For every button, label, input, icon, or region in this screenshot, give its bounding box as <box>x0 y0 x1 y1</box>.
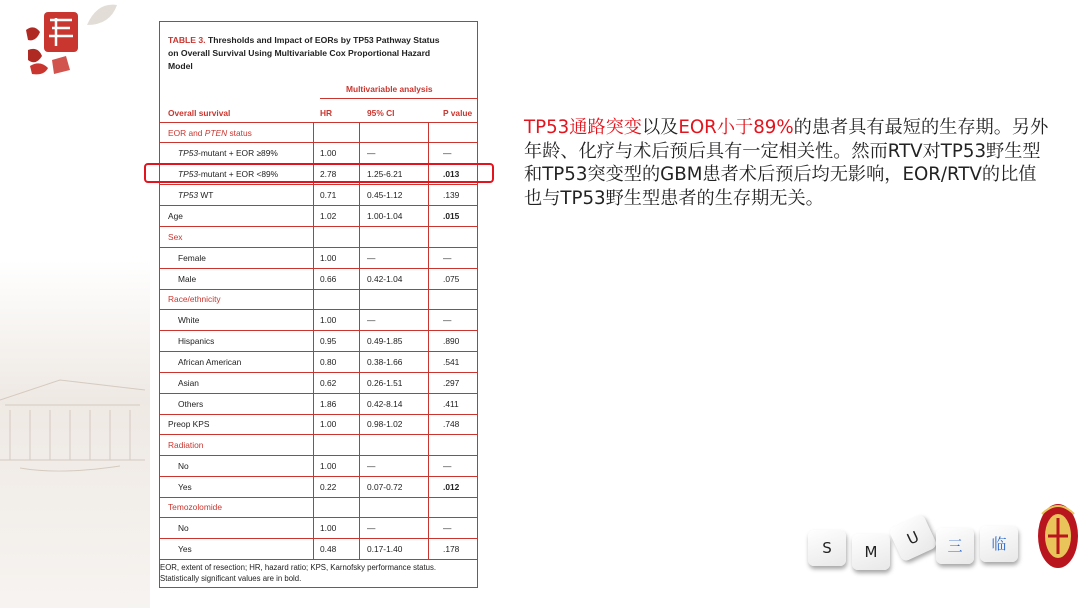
table-title-line3: Model <box>168 61 193 71</box>
summary-text-part1: 以及 <box>641 117 679 138</box>
table-title-line2: on Overall Survival Using Multivariable Cox Proportional Hazard <box>168 48 431 58</box>
row-name: Male <box>178 274 197 284</box>
key-m: M <box>852 534 890 570</box>
row-p: .012 <box>443 482 460 492</box>
row-hr: 1.00 <box>320 419 337 429</box>
row-name: Yes <box>178 482 192 492</box>
leaf-decoration <box>82 0 122 30</box>
table-row <box>160 373 477 393</box>
row-hr: 0.22 <box>320 482 337 492</box>
highlight-box <box>144 163 494 183</box>
row-ci: 0.45-1.12 <box>367 190 403 200</box>
column-rule <box>428 122 429 559</box>
row-ci: 0.26-1.51 <box>367 378 403 388</box>
row-ci: 0.38-1.66 <box>367 357 403 367</box>
row-name: No <box>178 461 189 471</box>
row-name: Hispanics <box>178 336 215 346</box>
row-hr: 1.00 <box>320 523 337 533</box>
table-row <box>160 143 477 163</box>
row-p: — <box>443 461 452 471</box>
column-rule <box>313 122 314 559</box>
row-ci: 0.42-8.14 <box>367 399 403 409</box>
table-row <box>160 394 477 414</box>
row-p: .178 <box>443 544 460 554</box>
row-ci: 1.00-1.04 <box>367 211 403 221</box>
row-ci: 0.07-0.72 <box>367 482 403 492</box>
table-row <box>160 477 477 497</box>
table-row <box>160 269 477 289</box>
table-title <box>168 34 468 73</box>
row-name: Age <box>168 211 183 221</box>
summary-text-part2: 的患者具有最短的生存期。另外年龄、化疗与术后预后具有一定相关性。然而RTV对TP53野生型和TP53突变型的GBM患者术后预后均无影响，EOR/RTV的比值也与TP53野生型患者的生存期无关。 <box>524 117 1049 209</box>
survival-table <box>159 21 478 588</box>
row-hr: 0.62 <box>320 378 337 388</box>
building-sketch-graphic <box>0 360 145 480</box>
row-hr: 0.66 <box>320 274 337 284</box>
table-label: TABLE 3. <box>168 35 206 45</box>
row-hr: 0.48 <box>320 544 337 554</box>
table-row <box>160 206 477 226</box>
row-name: TP53-mutant + EOR <89% <box>178 169 279 179</box>
row-p: — <box>443 253 452 263</box>
row-hr: 1.00 <box>320 315 337 325</box>
section-label-tmz: Temozolomide <box>168 502 222 512</box>
row-ci: 0.49-1.85 <box>367 336 403 346</box>
summary-highlight-tp53: TP53通路突变 <box>524 117 642 138</box>
row-ci: 0.42-1.04 <box>367 274 403 284</box>
row-p: — <box>443 523 452 533</box>
key-s: S <box>808 530 846 566</box>
row-ci: — <box>367 148 376 158</box>
group-header: Multivariable analysis <box>346 84 433 94</box>
row-name: TP53-mutant + EOR ≥89% <box>178 148 278 158</box>
summary-highlight-eor: EOR小于89% <box>678 117 794 138</box>
section-label-race: Race/ethnicity <box>168 294 221 304</box>
row-p: — <box>443 148 452 158</box>
table-row <box>160 310 477 330</box>
table-row <box>160 518 477 538</box>
row-name: Female <box>178 253 206 263</box>
row-hr: 1.00 <box>320 148 337 158</box>
section-row-radiation <box>160 435 477 455</box>
row-hr: 0.71 <box>320 190 337 200</box>
col-header-hr: HR <box>320 108 333 118</box>
row-ci: — <box>367 253 376 263</box>
row-ci: — <box>367 523 376 533</box>
row-name: Yes <box>178 544 192 554</box>
calligraphy-seal-logo <box>22 10 80 80</box>
row-ci: 0.98-1.02 <box>367 419 403 429</box>
table-row <box>160 352 477 372</box>
row-hr: 0.80 <box>320 357 337 367</box>
row-ci: — <box>367 315 376 325</box>
section-row-sex <box>160 227 477 247</box>
row-p: .890 <box>443 336 460 346</box>
section-row-tmz <box>160 497 477 517</box>
row-hr: 1.86 <box>320 399 337 409</box>
key-u: U <box>888 514 938 563</box>
table-row <box>160 185 477 205</box>
row-hr: 1.00 <box>320 461 337 471</box>
row-name: TP53 WT <box>178 190 214 200</box>
row-ci: — <box>367 461 376 471</box>
row-name: Asian <box>178 378 199 388</box>
table-row <box>160 331 477 351</box>
row-name: Others <box>178 399 204 409</box>
summary-text <box>524 116 1054 210</box>
row-hr: 0.95 <box>320 336 337 346</box>
table-row <box>160 539 477 559</box>
section-row-race <box>160 289 477 309</box>
row-p: .015 <box>443 211 460 221</box>
section-row-eor <box>160 123 477 143</box>
column-rule <box>359 122 360 559</box>
group-underline <box>320 98 477 99</box>
row-hr: 1.02 <box>320 211 337 221</box>
row-name: African American <box>178 357 242 367</box>
key-three: 三 <box>936 528 974 564</box>
university-emblem-logo <box>1036 496 1080 576</box>
table-title-line1: Thresholds and Impact of EORs by TP53 Pathway Status <box>207 35 440 45</box>
table-bottom-rule <box>160 559 477 560</box>
row-p: .013 <box>443 169 460 179</box>
table-row <box>160 414 477 434</box>
row-hr: 2.78 <box>320 169 337 179</box>
table-row <box>160 456 477 476</box>
table-footnote <box>160 562 477 584</box>
table-row <box>160 248 477 268</box>
row-p: .139 <box>443 190 460 200</box>
col-header-name: Overall survival <box>168 108 231 118</box>
row-hr: 1.00 <box>320 253 337 263</box>
section-label-sex: Sex <box>168 232 183 242</box>
row-name: White <box>178 315 200 325</box>
row-p: .541 <box>443 357 460 367</box>
col-header-p: P value <box>443 108 473 118</box>
key-clinic: 临 <box>980 526 1018 562</box>
row-p: .411 <box>443 399 459 409</box>
row-p: — <box>443 315 452 325</box>
table-header-row <box>160 103 477 123</box>
row-ci: 0.17-1.40 <box>367 544 403 554</box>
row-p: .075 <box>443 274 460 284</box>
row-p: .748 <box>443 419 460 429</box>
row-p: .297 <box>443 378 460 388</box>
footnote-line1: EOR, extent of resection; HR, hazard ratio; KPS, Karnofsky performance status. <box>160 563 437 572</box>
section-label-radiation: Radiation <box>168 440 204 450</box>
col-header-ci: 95% CI <box>367 108 395 118</box>
row-name: No <box>178 523 189 533</box>
row-ci: 1.25-6.21 <box>367 169 403 179</box>
footnote-line2: Statistically significant values are in bold. <box>160 574 302 583</box>
section-label-eor: EOR and PTEN status <box>168 128 252 138</box>
row-name: Preop KPS <box>168 419 210 429</box>
